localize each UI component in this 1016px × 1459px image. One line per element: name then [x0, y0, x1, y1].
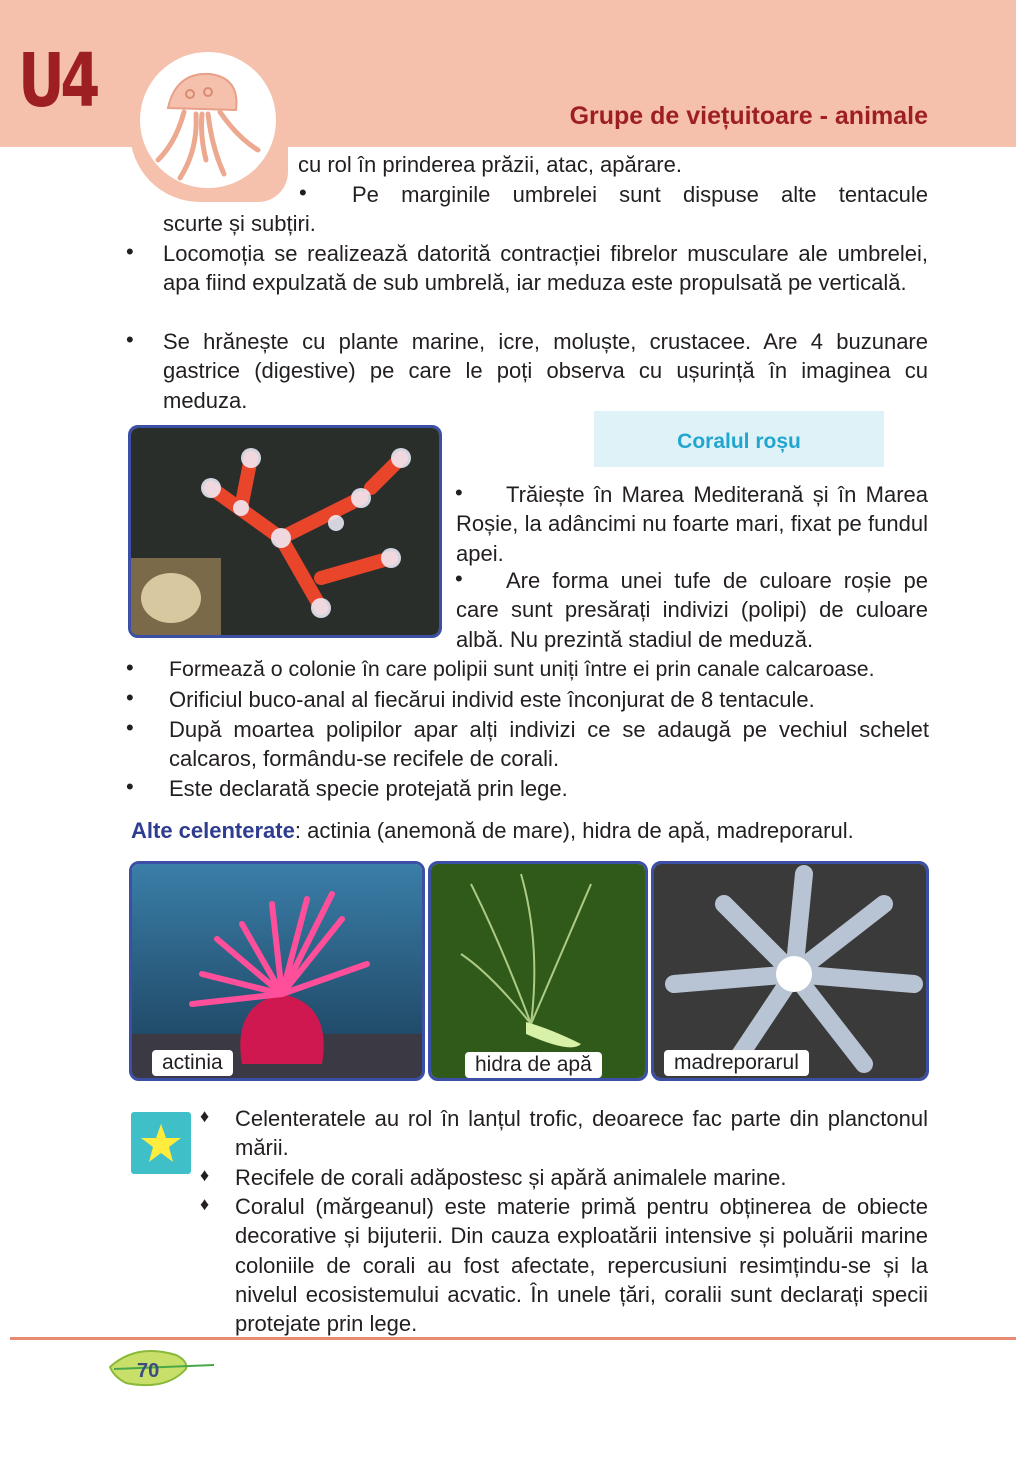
madreporar-image: [654, 864, 926, 1078]
star-icon: [131, 1112, 191, 1174]
jellyfish-illustration: [140, 52, 276, 188]
actinia-photo: [129, 861, 425, 1081]
madreporar-label: madreporarul: [664, 1050, 809, 1076]
intro-line-2: Pe marginile umbrelei sunt dispuse alte tentacule: [352, 182, 928, 207]
diamond-bullet: ♦: [200, 1106, 210, 1126]
hydra-label: hidra de apă: [465, 1052, 602, 1078]
page-number: 70: [137, 1360, 160, 1382]
diamond-bullet: ♦: [200, 1194, 210, 1214]
fact-coral-use: Coralul (mărgeanul) este materie primă pentru obținerea de obiecte decorative și bijuterii. Din cauza exploatării intensive și poluării marine coloniile de corali au fost afectate, repercusiuni resimțindu-se și la nivelul ecosistemului acvatic. În unele țări, coralii sunt declarați specii protejate prin lege.: [235, 1194, 928, 1337]
intro-line-1: cu rol în prinderea prăzii, atac, apărare.: [298, 152, 682, 177]
coral-orifice: Orificiul buco-anal al fiecărui individ este înconjurat de 8 tentacule.: [169, 687, 815, 712]
coral-title: Coralul roșu: [677, 430, 801, 453]
bullet-dot: •: [126, 327, 134, 352]
coral-reef: După moartea polipilor apar alți indivizi ce se adaugă pe vechiul schelet calcaros, formându-se recifele de corali.: [169, 717, 929, 772]
diamond-bullet: ♦: [200, 1165, 210, 1185]
coral-habitat: Trăiește în Marea Mediterană și în Marea Roșie, la adâncimi nu foarte mari, fixat pe fundul apei.: [456, 482, 928, 566]
other-label-highlight: Alte celenterate: [131, 818, 295, 843]
bullet-feeding: Se hrănește cu plante marine, icre, moluște, crustacee. Are 4 buzunare gastrice (digestive) pe care le poți observa cu ușurință în imaginea cu meduza.: [163, 329, 928, 413]
bullet-dot: •: [455, 480, 463, 505]
actinia-image: [132, 864, 422, 1078]
red-coral-photo: [128, 425, 442, 638]
coral-protected: Este declarată specie protejată prin lege.: [169, 776, 568, 801]
other-celenterates: [131, 818, 854, 844]
bullet-locomotion: Locomoția se realizează datorită contracției fibrelor musculare ale umbrelei, apa fiind expulzată de sub umbrelă, iar meduza este propulsată pe verticală.: [163, 241, 928, 296]
jellyfish-icon: [140, 52, 276, 188]
page-title: Grupe de viețuitoare - animale: [569, 102, 928, 130]
bullet-dot: •: [126, 685, 134, 710]
unit-code: U4: [18, 38, 96, 124]
star-box: [131, 1112, 191, 1174]
bullet-dot: •: [126, 715, 134, 740]
coral-colony: Formează o colonie în care polipii sunt uniți între ei prin canale calcaroase.: [169, 657, 875, 681]
other-label-text: : actinia (anemonă de mare), hidra de apă, madreporarul.: [294, 818, 854, 843]
fact-trophic: Celenteratele au rol în lanțul trofic, deoarece fac parte din planctonul mării.: [235, 1106, 928, 1161]
fact-reefs: Recifele de corali adăpostesc și apără animalele marine.: [235, 1165, 787, 1190]
bullet-dot: •: [455, 566, 463, 591]
leaf-icon: [106, 1343, 216, 1393]
intro-line-3: scurte și subțiri.: [163, 211, 316, 236]
madreporar-photo: [651, 861, 929, 1081]
bullet-dot: •: [299, 180, 307, 205]
coral-shape: Are forma unei tufe de culoare roșie pe care sunt presărați indivizi (polipi) de culoare albă. Nu prezintă stadiul de meduză.: [456, 568, 928, 652]
bullet-dot: •: [126, 655, 134, 680]
hydra-image: [431, 864, 645, 1078]
bullet-dot: •: [126, 774, 134, 799]
actinia-label: actinia: [152, 1050, 233, 1076]
bullet-dot: •: [126, 239, 134, 264]
hydra-photo: [428, 861, 648, 1081]
footer-divider: [10, 1337, 1016, 1340]
red-coral-image: [131, 428, 439, 635]
